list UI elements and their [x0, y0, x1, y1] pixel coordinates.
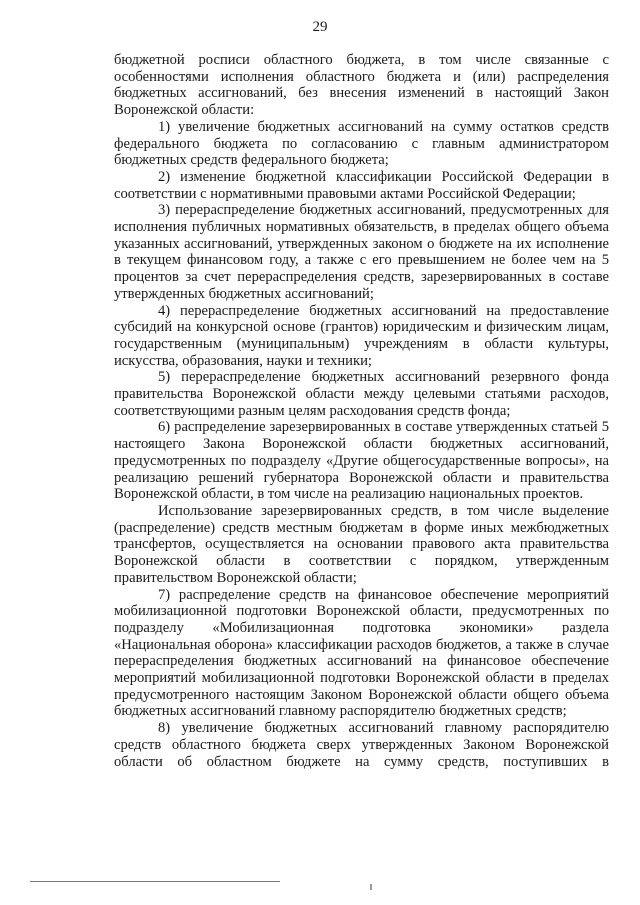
- paragraph-item-4: 4) перераспределение бюджетных ассигнований на предоставление субсидий на конкурсной основе (грантов) юридическим и физическим лицам, государственным (муниципальным) учреждениям в области культуры, искусства, образования, науки и техники;: [114, 302, 609, 369]
- paragraph-intro-continuation: бюджетной росписи областного бюджета, в том числе связанные с особенностями исполнения областного бюджета и (или) распределения бюджетных ассигнований, без внесения изменений в настоящий Закон Воронежской области:: [114, 52, 609, 119]
- paragraph-item-6: 6) распределение зарезервированных в составе утвержденных статьей 5 настоящего Закона Воронежской области бюджетных ассигнований, предусмотренных по подразделу «Другие общегосударственные вопросы», на реализацию решений губернатора Воронежской области и правительства Воронежской области, в том числе на реализацию национальных проектов.: [114, 419, 609, 503]
- paragraph-item-3: 3) перераспределение бюджетных ассигнований, предусмотренных для исполнения публичных нормативных обязательств, в пределах общего объема указанных ассигнований, утвержденных законом о бюджете на их исполнение в текущем финансовом году, а также с его превышением не более чем на 5 процентов за счет перераспределения средств, зарезервированных в составе утвержденных бюджетных ассигнований;: [114, 202, 609, 302]
- paragraph-item-8: 8) увеличение бюджетных ассигнований главному распорядителю средств областного бюджета сверх утвержденных Законом Воронежской области об областном бюджете на сумму средств, поступивших в: [114, 720, 609, 770]
- paragraph-reserve-usage: Использование зарезервированных средств, в том числе выделение (распределение) средств местным бюджетам в форме иных межбюджетных трансфертов, осуществляется на основании правового акта правительства Воронежской области в соответствии с порядком, утвержденным правительством Воронежской области;: [114, 502, 609, 586]
- paragraph-item-5: 5) перераспределение бюджетных ассигнований резервного фонда правительства Воронежской области между целевыми статьями расходов, соответствующими разным целям расходования средств фонда;: [114, 369, 609, 419]
- document-body: [114, 52, 609, 770]
- page-number: 29: [312, 19, 328, 35]
- footer-mark: [370, 884, 372, 890]
- paragraph-item-7: 7) распределение средств на финансовое обеспечение мероприятий мобилизационной подготовки Воронежской области, предусмотренных по подразделу «Мобилизационная подготовка экономики» раздела «Национальная оборона» классификации расходов бюджетов, а также в случае перераспределения бюджетных ассигнований на финансовое обеспечение мероприятий мобилизационной подготовки Воронежской области в пределах предусмотренного настоящим Законом Воронежской области общего объема бюджетных ассигнований главному распорядителю бюджетных средств;: [114, 586, 609, 720]
- paragraph-item-1: 1) увеличение бюджетных ассигнований на сумму остатков средств федерального бюджета по согласованию с главным администратором бюджетных средств федерального бюджета;: [114, 118, 609, 169]
- footer-rule: [30, 881, 280, 882]
- paragraph-item-2: 2) изменение бюджетной классификации Российской Федерации в соответствии с нормативными правовыми актами Российской Федерации;: [114, 168, 609, 202]
